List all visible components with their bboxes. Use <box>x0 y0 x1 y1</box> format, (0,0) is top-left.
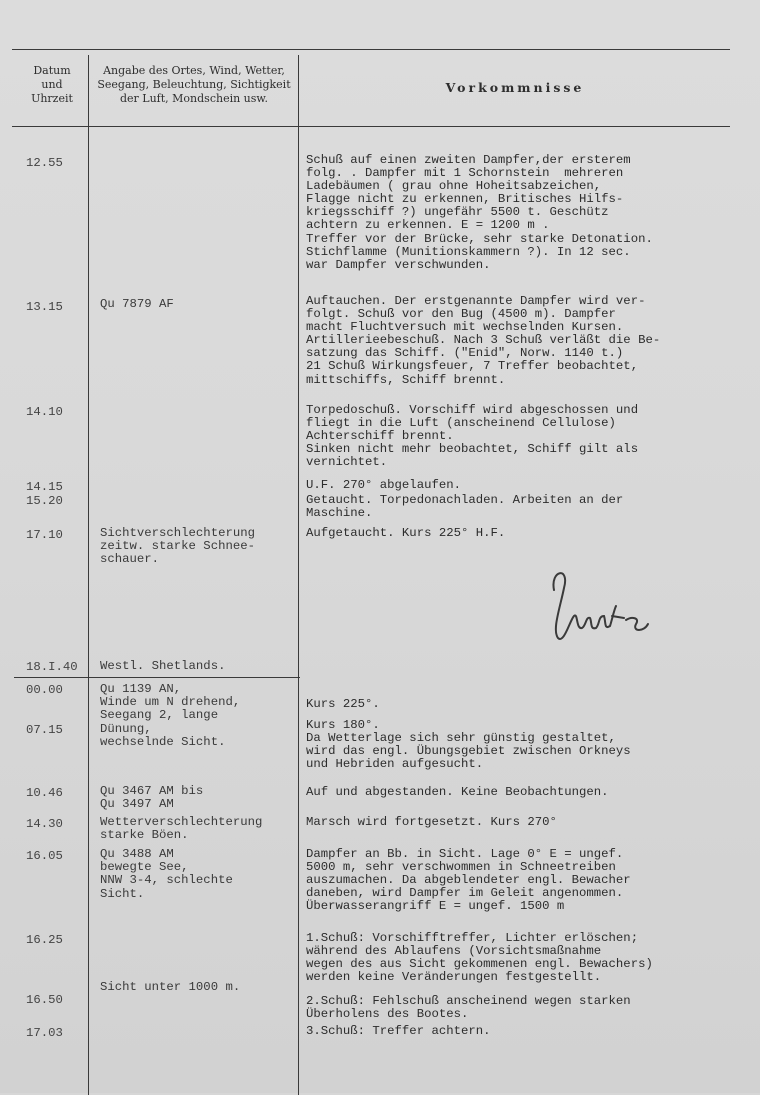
header-place <box>90 64 298 106</box>
header-place-line: der Luft, Mondschein usw. <box>119 92 269 105</box>
row-time: 13.15 <box>26 300 63 314</box>
row-place: Westl. Shetlands. <box>100 659 226 673</box>
row-place: Qu 1139 AN, Winde um N drehend, Seegang 2, lange Dünung, wechselnde Sicht. <box>100 682 241 749</box>
top-rule <box>12 49 730 50</box>
row-time: 16.50 <box>26 993 63 1007</box>
header-place-line: Angabe des Ortes, Wind, Wetter, <box>103 64 285 77</box>
header-bottom-rule <box>12 126 730 127</box>
row-events: U.F. 270° abgelaufen. <box>306 478 461 492</box>
row-time: 07.15 <box>26 723 63 737</box>
row-events: Kurs 225°. <box>306 697 380 711</box>
row-time: 14.15 <box>26 480 63 494</box>
row-events: Torpedoschuß. Vorschiff wird abgeschossen und fliegt in die Luft (anscheinend Cellulose) Achterschiff brennt. Sinken nicht mehr beobachtet, Schiff gilt als vernichtet. <box>306 403 639 470</box>
handwritten-signature <box>540 560 660 650</box>
row-time: 17.03 <box>26 1026 63 1040</box>
row-events: 1.Schuß: Vorschifftreffer, Lichter erlöschen; während des Ablaufens (Vorsichtsmaßnahme wegen des aus Sicht gekommenen engl. Bewachers) werden keine Veränderungen festgestellt. <box>306 931 653 985</box>
row-events: Kurs 180°. Da Wetterlage sich sehr günstig gestaltet, wird das engl. Übungsgebiet zwischen Orkneys und Hebriden aufgesucht. <box>306 718 631 772</box>
row-time: 14.10 <box>26 405 63 419</box>
row-events: Getaucht. Torpedonachladen. Arbeiten an der Maschine. <box>306 493 624 521</box>
row-place: Qu 3488 AM bewegte See, NNW 3-4, schlechte Sicht. <box>100 847 233 901</box>
header-date-line: und <box>41 78 63 91</box>
header-date-line: Uhrzeit <box>31 92 73 105</box>
row-time: 17.10 <box>26 528 63 542</box>
header-events: Vorkommnisse <box>445 80 585 95</box>
row-date: 18.I.40 <box>26 660 78 674</box>
row-time: 16.25 <box>26 933 63 947</box>
row-events: Aufgetaucht. Kurs 225° H.F. <box>306 526 506 540</box>
date-rule <box>14 677 300 678</box>
header-date-line: Datum <box>33 64 71 77</box>
row-time: 10.46 <box>26 786 63 800</box>
row-time: 14.30 <box>26 817 63 831</box>
header-date <box>18 64 86 106</box>
row-time: 15.20 <box>26 494 63 508</box>
row-time: 16.05 <box>26 849 63 863</box>
row-events: Schuß auf einen zweiten Dampfer,der ersterem folg. . Dampfer mit 1 Schornstein mehreren Ladebäumen ( grau ohne Hoheitsabzeichen, Flagge nicht zu erkennen, Britisches Hilfs- kriegsschiff ?) ungefähr 5500 t. Geschütz achtern zu erkennen. E = 1200 m . Treffer vor der Brücke, sehr starke Detonation. Stichflamme (Munitionskammern ?). In 12 sec. war Dampfer verschwunden. <box>306 153 653 272</box>
row-events: Marsch wird fortgesetzt. Kurs 270° <box>306 815 557 829</box>
col-divider-1 <box>88 55 89 1095</box>
row-place: Wetterverschlechterung starke Böen. <box>100 815 263 843</box>
row-events: 2.Schuß: Fehlschuß anscheinend wegen starken Überholens des Bootes. <box>306 994 631 1022</box>
row-events: Dampfer an Bb. in Sicht. Lage 0° E = ungef. 5000 m, sehr verschwommen in Schneetreiben auszumachen. Da abgeblendeter engl. Bewacher daneben, wird Dampfer im Geleit angenommen. Überwasserangriff E = ungef. 1500 m <box>306 847 631 914</box>
header-place-line: Seegang, Beleuchtung, Sichtigkeit <box>97 78 291 91</box>
row-time: 00.00 <box>26 683 63 697</box>
row-events: 3.Schuß: Treffer achtern. <box>306 1024 491 1038</box>
col-divider-2 <box>298 55 299 1095</box>
row-place: Qu 7879 AF <box>100 297 174 311</box>
row-events: Auf und abgestanden. Keine Beobachtungen. <box>306 785 609 799</box>
row-place: Qu 3467 AM bis Qu 3497 AM <box>100 784 204 812</box>
row-place: Sichtverschlechterung zeitw. starke Schnee- schauer. <box>100 526 255 567</box>
row-place: Sicht unter 1000 m. <box>100 980 241 994</box>
row-events: Auftauchen. Der erstgenannte Dampfer wird ver- folgt. Schuß vor den Bug (4500 m). Dampfer macht Fluchtversuch mit wechselnden Kursen. Artillerieebeschuß. Nach 3 Schuß verläßt die Be- satzung das Schiff. ("Enid", Norw. 1140 t.) 21 Schuß Wirkungsfeuer, 7 Treffer beobachtet, mittschiffs, Schiff brennt. <box>306 294 661 387</box>
row-time: 12.55 <box>26 156 63 170</box>
